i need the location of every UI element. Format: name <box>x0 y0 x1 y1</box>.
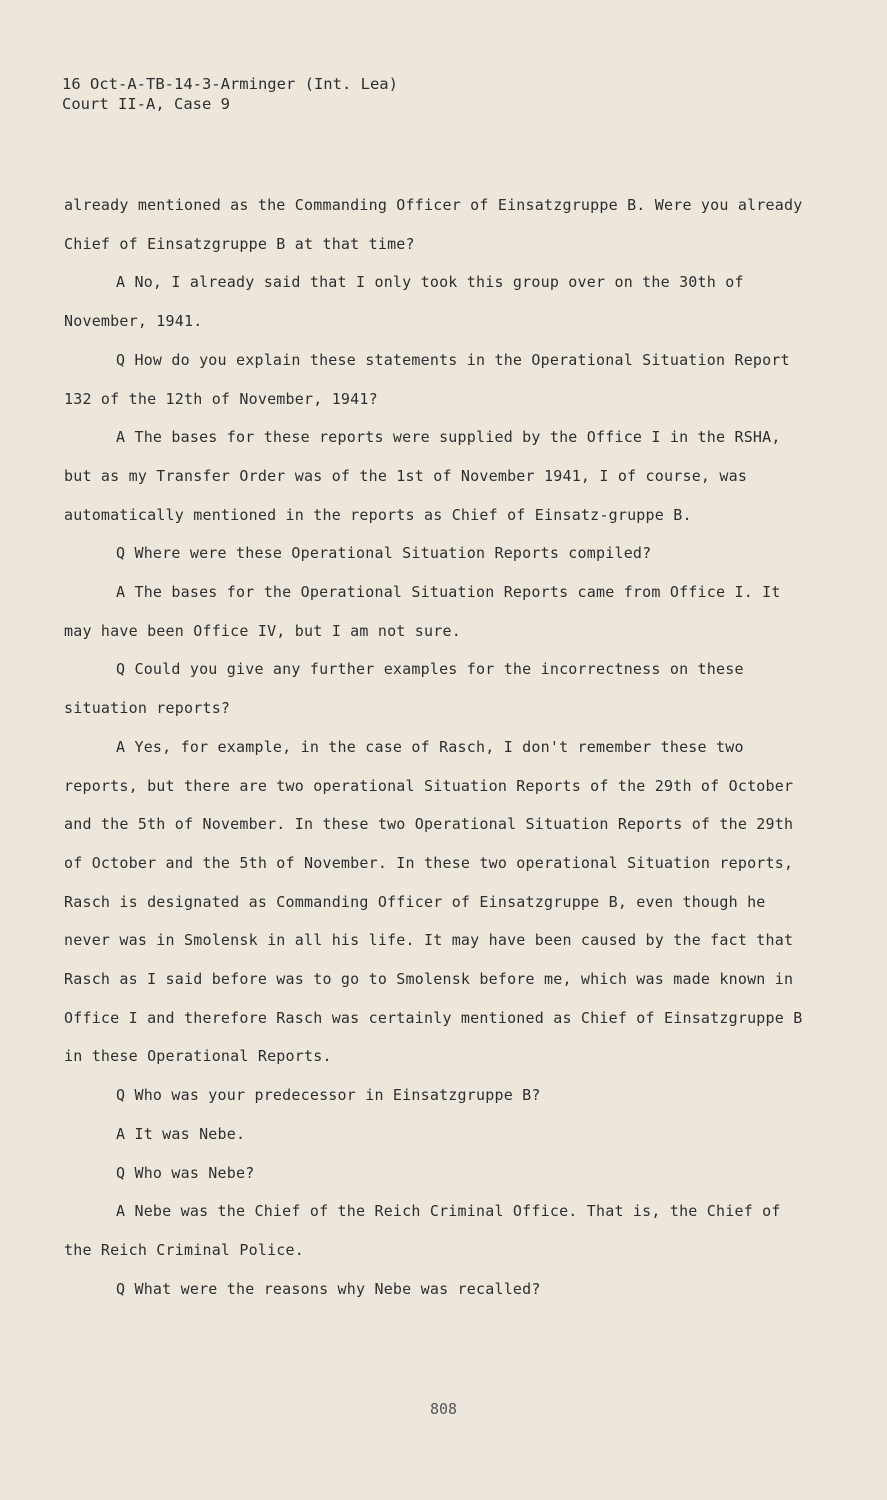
paragraph-answer: A The bases for the Operational Situation Reports came from Office I. It may have been Office IV, but I am not sure. <box>64 583 781 640</box>
transcript-body <box>64 186 804 1308</box>
paragraph-question: Q Could you give any further examples for the incorrectness on these situation reports? <box>64 660 744 718</box>
paragraph-question: Q Who was Nebe? <box>116 1163 255 1182</box>
paragraph-continuation: already mentioned as the Commanding Officer of Einsatzgruppe B. Were you already Chief of Einsatzgruppe B at that time? <box>64 196 803 253</box>
paragraph-answer: A Nebe was the Chief of the Reich Criminal Office. That is, the Chief of the Reich Criminal Police. <box>64 1202 781 1259</box>
paragraph-question: Q Where were these Operational Situation Reports compiled? <box>116 544 652 563</box>
paragraph-question: Q How do you explain these statements in the Operational Situation Report 132 of the 12th of November, 1941? <box>64 350 790 408</box>
document-header <box>62 74 398 114</box>
paragraph-question: Q What were the reasons why Nebe was recalled? <box>116 1279 541 1298</box>
header-line-1: 16 Oct-A-TB-14-3-Arminger (Int. Lea) <box>62 75 398 93</box>
paragraph-question: Q Who was your predecessor in Einsatzgruppe B? <box>116 1086 541 1105</box>
page-number: 808 <box>429 1400 458 1418</box>
header-line-2: Court II-A, Case 9 <box>62 95 230 113</box>
paragraph-answer: A It was Nebe. <box>116 1124 246 1143</box>
paragraph-answer: A Yes, for example, in the case of Rasch, I don't remember these two reports, but there are two operational Situation Reports of the 29th of October and the 5th of November. In these two Operational Situation Reports of the 29th of October and the 5th of November. In these two operational Situation reports, Rasch is designated as Commanding Officer of Einsatzgruppe B, even though he never was in Smolensk in all his life. It may have been caused by the fact that Rasch as I said before was to go to Smolensk before me, which was made known in Office I and therefore Rasch was certainly mentioned as Chief of Einsatzgruppe B in these Operational Reports. <box>64 737 803 1066</box>
paragraph-answer: A The bases for these reports were supplied by the Office I in the RSHA, but as my Transfer Order was of the 1st of November 1941, I of course, was automatically mentioned in the reports as Chief of Einsatz-gruppe B. <box>64 428 781 524</box>
paragraph-answer: A No, I already said that I only took this group over on the 30th of November, 1941. <box>64 273 744 331</box>
